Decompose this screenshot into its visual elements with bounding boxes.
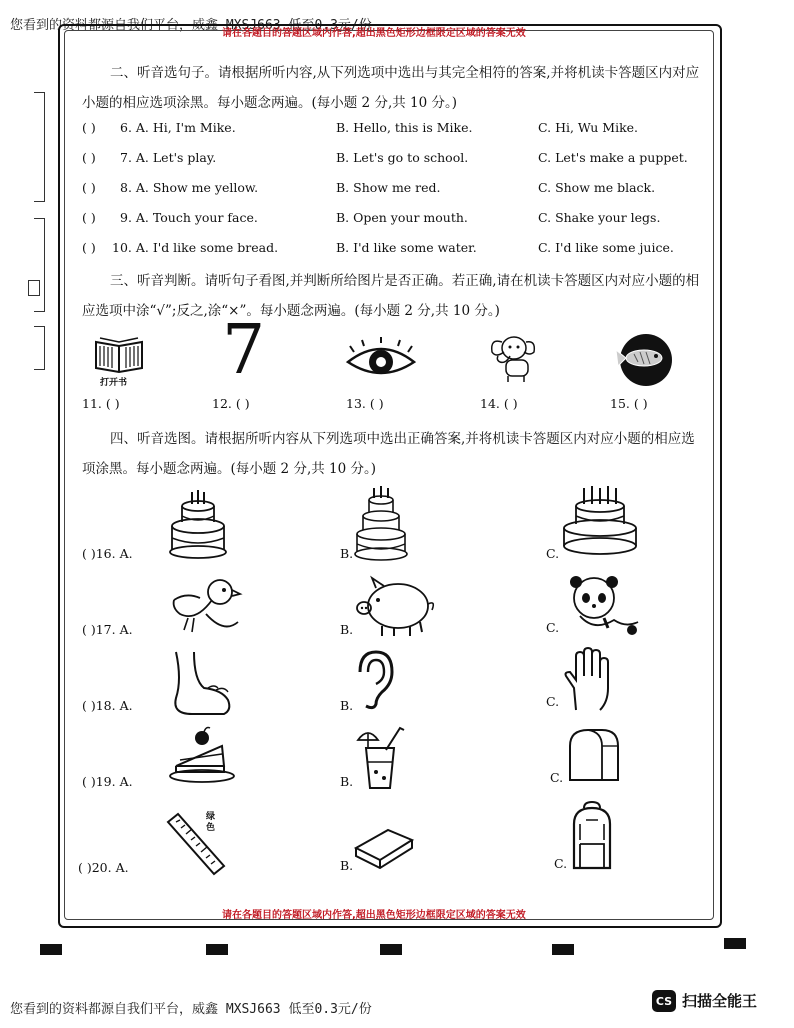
row16-label-a[interactable]: ( )16. A. [82,546,133,561]
drink-picture [354,726,410,790]
watermark-bottom: 您看到的资料都源自我们平台，威鑫 MXSJ663 低至0.3元/份 [10,1002,372,1017]
answer-blank[interactable]: ( ) [82,210,96,225]
ear-picture [352,650,396,710]
row18-label-c[interactable]: C. [546,694,560,709]
answer-blank[interactable]: ( ) [82,180,96,195]
margin-box-1 [34,92,45,202]
answer-blank[interactable]: ( ) [82,150,96,165]
hand-picture [562,648,612,712]
panda-picture [560,572,644,638]
section4-body: 请根据所听内容从下列选项中选出正确答案,并将机读卡答题区内对应小题的相应选项涂黑。每小题念两遍。(每小题 2 分,共 10 分。) [82,431,695,477]
item-14[interactable]: 14. ( ) [480,396,518,411]
option-a: 10. A. I'd like some bread. [112,240,279,255]
option-a: 7. A. Let's play. [120,150,217,165]
option-c: C. Shake your legs. [538,210,661,225]
section2-instruction [82,58,702,118]
registration-mark [40,944,62,955]
question-row-9 [82,208,702,238]
question-row-8 [82,178,702,208]
option-a: 6. A. Hi, I'm Mike. [120,120,236,135]
row18-label-a[interactable]: ( )18. A. [82,698,133,713]
option-c: C. I'd like some juice. [538,240,674,255]
eraser-picture [352,824,416,872]
item-11[interactable]: 11. ( ) [82,396,120,411]
margin-box-3 [34,326,45,370]
watermark-top: 您看到的资料都源自我们平台，威鑫 MXSJ663 低至0.3元/份 [10,18,372,33]
option-c: C. Let's make a puppet. [538,150,688,165]
item-12[interactable]: 12. ( ) [212,396,250,411]
backpack-picture [568,800,616,872]
section3-body: 请听句子看图,并判断所给图片是否正确。若正确,请在机读卡答题区内对应小题的相应选项中涂“√”;反之,涂“×”。每小题念两遍。(每小题 2 分,共 10 分。) [82,273,700,319]
book-caption: 打开书 [100,378,128,388]
option-b: B. Hello, this is Mike. [336,120,473,135]
header-red-note: 请在各题目的答题区域内作答,超出黑色矩形边框限定区域的答案无效 [222,28,526,39]
row16-label-b[interactable]: B. [340,546,354,561]
answer-blank[interactable]: ( ) [82,240,96,255]
margin-tick [28,280,40,296]
cake-two-tier-picture [168,486,228,560]
section2-body: 请根据所听内容,从下列选项中选出与其完全相符的答案,并将机读卡答题区内对应小题的相应选项涂黑。每小题念两遍。(每小题 2 分,共 10 分。) [82,65,700,111]
option-b: B. Open your mouth. [336,210,468,225]
row20-label-a[interactable]: ( )20. A. [78,860,129,875]
option-c: C. Hi, Wu Mike. [538,120,639,135]
row16-label-c[interactable]: C. [546,546,560,561]
row19-label-b[interactable]: B. [340,774,354,789]
answer-blank[interactable]: ( ) [82,120,96,135]
section4-instruction [82,424,702,484]
registration-mark [552,944,574,955]
open-book-picture [92,332,146,376]
number-seven-picture: 7 [222,311,266,390]
section4-title: 四、听音选图。 [110,431,205,447]
section2-title: 二、听音选句子。 [110,65,218,81]
row19-label-c[interactable]: C. [550,770,564,785]
question-row-10 [82,238,702,268]
bird-picture [166,574,246,640]
option-b: B. Show me red. [336,180,441,195]
option-c: C. Show me black. [538,180,656,195]
scanner-app-name: 扫描全能王 [682,992,758,1010]
footer-red-note: 请在各题目的答题区域内作答,超出黑色矩形边框限定区域的答案无效 [222,910,526,921]
row20-label-c[interactable]: C. [554,856,568,871]
question-row-7 [82,148,702,178]
row18-label-b[interactable]: B. [340,698,354,713]
registration-mark [380,944,402,955]
row20-label-b[interactable]: B. [340,858,354,873]
row17-label-c[interactable]: C. [546,620,560,635]
section2-questions [82,118,702,268]
fish-picture [612,330,678,388]
row19-label-a[interactable]: ( )19. A. [82,774,133,789]
bread-loaf-picture [566,726,622,786]
registration-mark [724,938,746,949]
row17-label-a[interactable]: ( )17. A. [82,622,133,637]
eye-picture [344,340,418,382]
question-row-6 [82,118,702,148]
option-a: 8. A. Show me yellow. [120,180,259,195]
option-a: 9. A. Touch your face. [120,210,258,225]
pig-picture [354,574,438,638]
ruler-note: 绿色 [206,812,216,833]
cake-candles-picture [560,484,640,556]
cake-slice-picture [166,728,236,784]
item-13[interactable]: 13. ( ) [346,396,384,411]
foot-picture [168,650,234,718]
cake-three-tier-picture [354,484,408,562]
scanner-logo-icon: CS [652,990,676,1012]
elephant-picture [486,330,538,386]
registration-mark [206,944,228,955]
option-b: B. Let's go to school. [336,150,469,165]
row17-label-b[interactable]: B. [340,622,354,637]
margin-box-2 [34,218,45,312]
section3-instruction [82,266,702,326]
section3-title: 三、听音判断。 [110,273,205,289]
item-15[interactable]: 15. ( ) [610,396,648,411]
option-b: B. I'd like some water. [336,240,477,255]
